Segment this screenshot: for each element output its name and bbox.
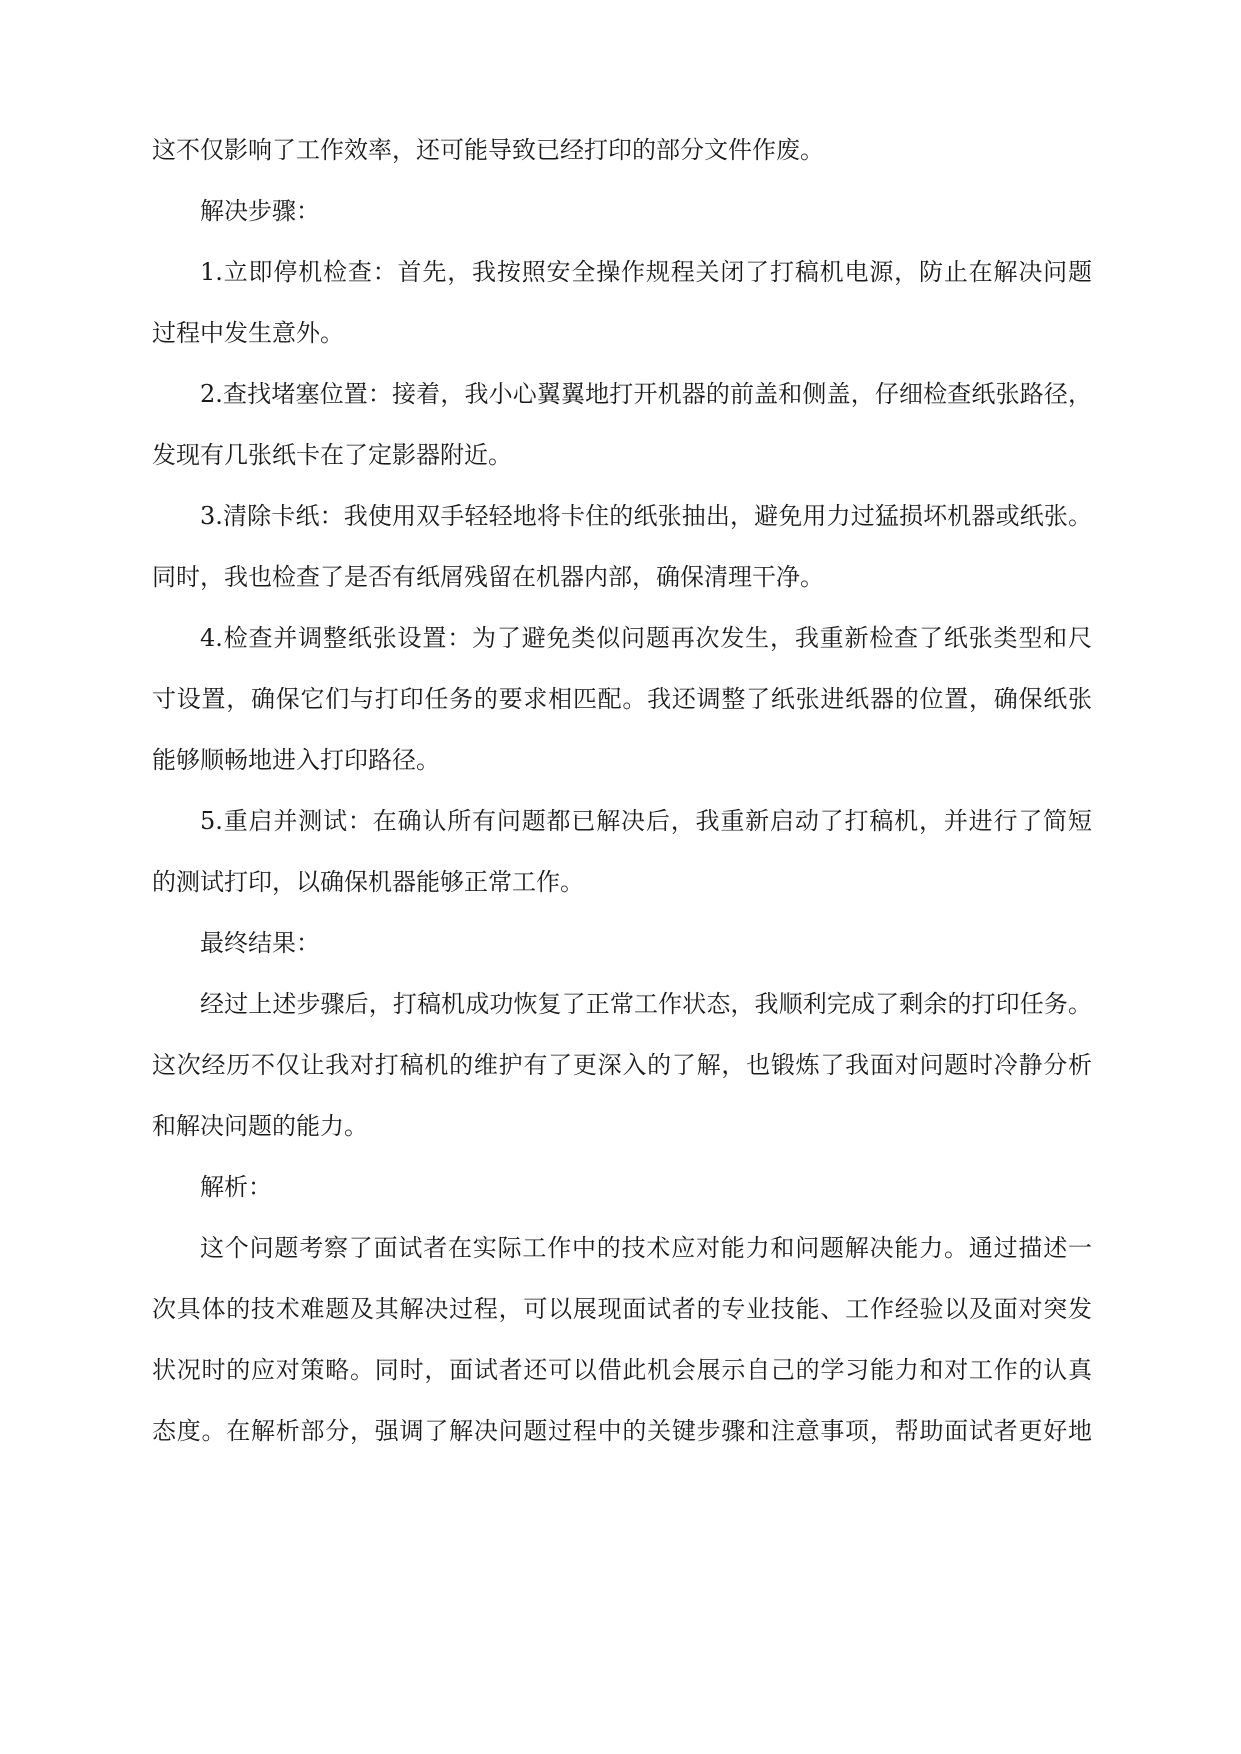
step-5-line: 的测试打印，以确保机器能够正常工作。 bbox=[152, 868, 584, 896]
step-1-line: 1.立即停机检查：首先，我按照安全操作规程关闭了打稿机电源，防止在解决问题 bbox=[200, 258, 1092, 286]
step-3-line: 同时，我也检查了是否有纸屑残留在机器内部，确保清理干净。 bbox=[152, 563, 824, 591]
paragraph-line: 这不仅影响了工作效率，还可能导致已经打印的部分文件作废。 bbox=[152, 136, 824, 164]
analysis-line: 态度。在解析部分，强调了解决问题过程中的关键步骤和注意事项，帮助面试者更好地 bbox=[152, 1417, 1092, 1445]
step-3-line: 3.清除卡纸：我使用双手轻轻地将卡住的纸张抽出，避免用力过猛损坏机器或纸张。 bbox=[200, 502, 1092, 530]
step-4-line: 寸设置，确保它们与打印任务的要求相匹配。我还调整了纸张进纸器的位置，确保纸张 bbox=[152, 685, 1092, 713]
result-line: 这次经历不仅让我对打稿机的维护有了更深入的了解，也锻炼了我面对问题时冷静分析 bbox=[152, 1051, 1092, 1079]
analysis-line: 这个问题考察了面试者在实际工作中的技术应对能力和问题解决能力。通过描述一 bbox=[200, 1234, 1092, 1262]
section-heading-result: 最终结果： bbox=[200, 929, 320, 957]
result-line: 和解决问题的能力。 bbox=[152, 1112, 368, 1140]
step-4-line: 能够顺畅地进入打印路径。 bbox=[152, 746, 440, 774]
step-5-line: 5.重启并测试：在确认所有问题都已解决后，我重新启动了打稿机，并进行了简短 bbox=[200, 807, 1092, 835]
analysis-line: 次具体的技术难题及其解决过程，可以展现面试者的专业技能、工作经验以及面对突发 bbox=[152, 1295, 1092, 1323]
step-2-line: 2.查找堵塞位置：接着，我小心翼翼地打开机器的前盖和侧盖，仔细检查纸张路径， bbox=[200, 380, 1092, 408]
result-line: 经过上述步骤后，打稿机成功恢复了正常工作状态，我顺利完成了剩余的打印任务。 bbox=[200, 990, 1092, 1018]
step-2-line: 发现有几张纸卡在了定影器附近。 bbox=[152, 441, 512, 469]
analysis-line: 状况时的应对策略。同时，面试者还可以借此机会展示自己的学习能力和对工作的认真 bbox=[152, 1356, 1092, 1384]
step-4-line: 4.检查并调整纸张设置：为了避免类似问题再次发生，我重新检查了纸张类型和尺 bbox=[200, 624, 1092, 652]
step-1-line: 过程中发生意外。 bbox=[152, 319, 344, 347]
section-heading-steps: 解决步骤： bbox=[200, 197, 320, 225]
section-heading-analysis: 解析： bbox=[200, 1173, 272, 1201]
